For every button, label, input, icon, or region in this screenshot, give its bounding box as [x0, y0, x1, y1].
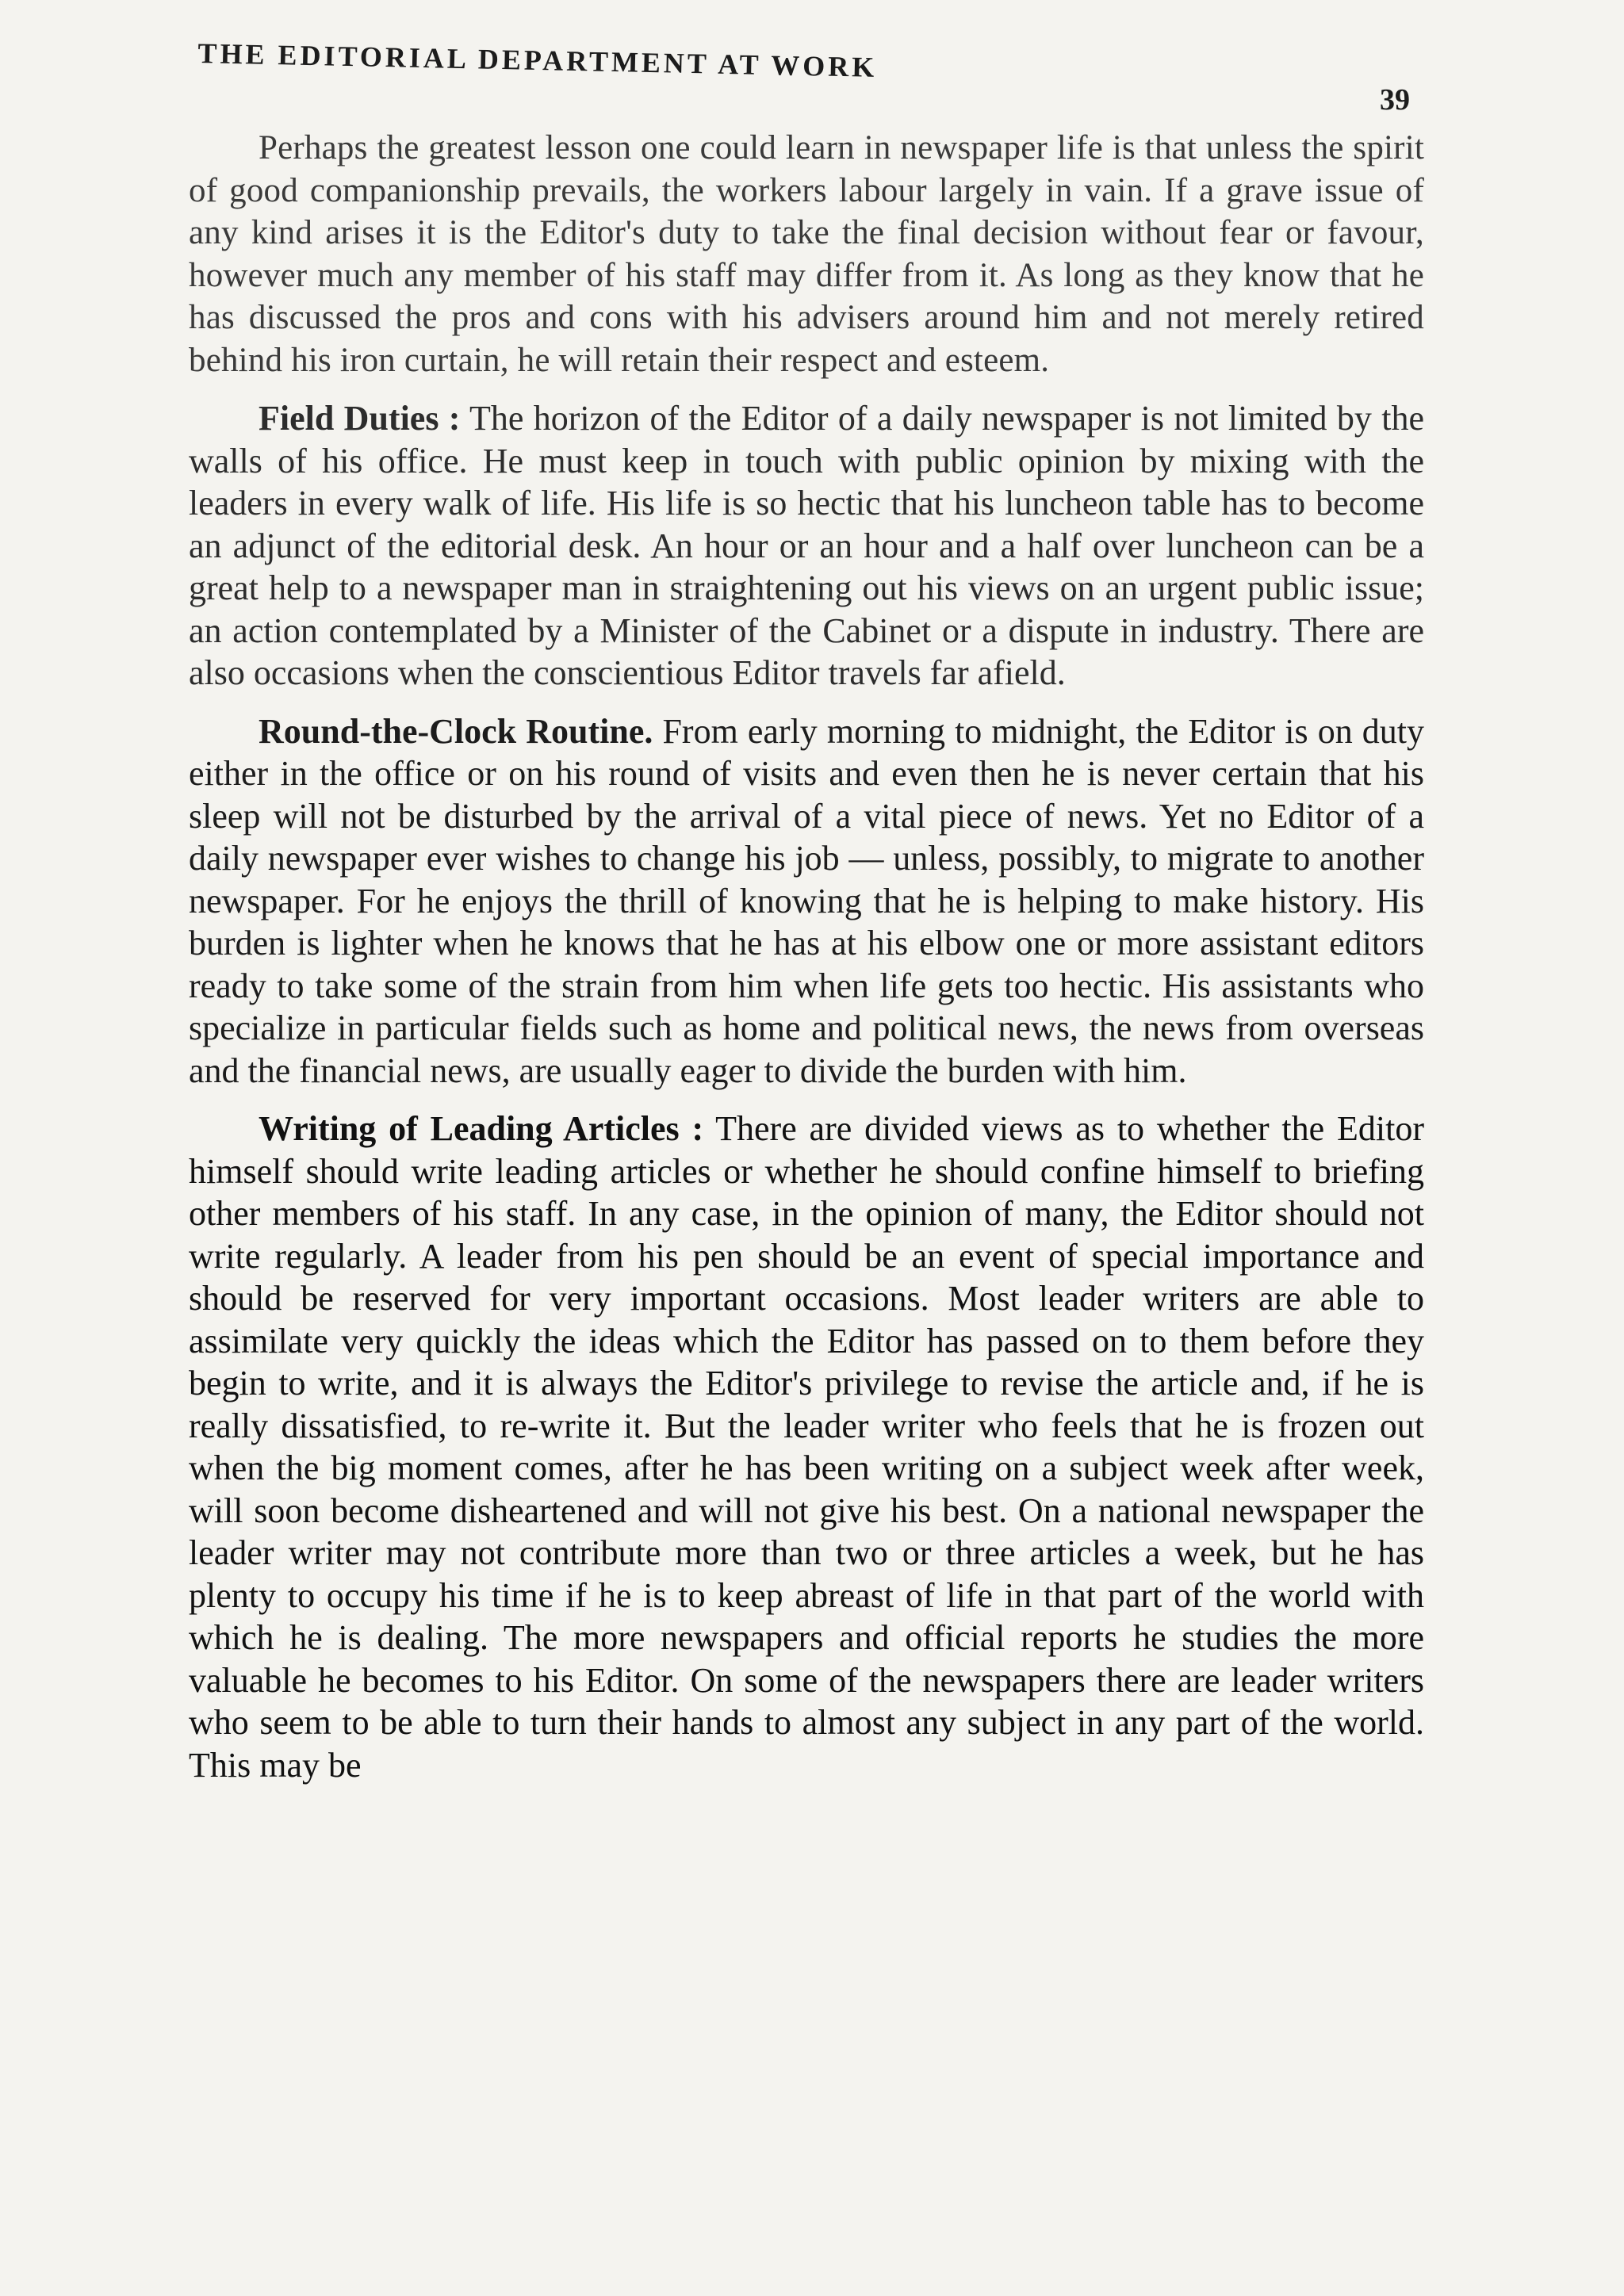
paragraph-heading: Writing of Leading Articles : [259, 1109, 704, 1148]
paragraph-leading-articles [189, 1108, 1424, 1786]
paragraph-field-duties [189, 397, 1424, 695]
paragraph-text: From early morning to midnight, the Editor is on duty either in the office or on his round of visits and even then he is never certain that his sleep will not be disturbed by the arrival of a vital piece of news. Yet no Editor of a daily newspaper ever wishes to change his job — unless, possibly, to migrate to another newspaper. For he enjoys the thrill of knowing that he is helping to make history. His burden is lighter when he knows that he has at his elbow one or more assistant editors ready to take some of the strain from him when life gets too hectic. His assistants who specialize in particular fields such as home and political news, the news from overseas and the financial news, are usually eager to divide the burden with him. [189, 711, 1424, 1090]
paragraph-text: The horizon of the Editor of a daily newspaper is not limited by the walls of his office. He must keep in touch with public opinion by mixing with the leaders in every walk of life. His life is so hectic that his luncheon table has to become an adjunct of the editorial desk. An hour or an hour and a half over luncheon can be a great help to a newspaper man in straightening out his views on an urgent public issue; an action contemplated by a Minister of the Cabinet or a dispute in industry. There are also occasions when the conscientious Editor travels far afield. [189, 399, 1424, 692]
paragraph-round-the-clock [189, 710, 1424, 1093]
running-head: THE EDITORIAL DEPARTMENT AT WORK [197, 36, 878, 83]
paragraph-heading: Round-the-Clock Routine. [259, 711, 653, 751]
paragraph-companionship [189, 127, 1424, 381]
paragraph-text: There are divided views as to whether the Editor himself should write leading articles or whether he should confine himself to briefing other members of his staff. In any case, in the opinion of many, the Editor should not write regularly. A leader from his pen should be an event of special importance and should be reserved for very important occasions. Most leader writers are able to assimilate very quickly the ideas which the Editor has passed on to them before they begin to write, and it is always the Editor's privilege to revise the article and, if he is really dissatisfied, to re-write it. But the leader writer who feels that he is frozen out when the big moment comes, after he has been writing on a subject week after week, will soon become disheartened and will not give his best. On a national newspaper the leader writer may not contribute more than two or three articles a week, but he has plenty to occupy his time if he is to keep abreast of life in that part of the world with which he is dealing. The more newspapers and official reports he studies the more valuable he becomes to his Editor. On some of the newspapers there are leader writers who seem to be able to turn their hands to almost any subject in any part of the world. This may be [189, 1109, 1424, 1785]
paragraph-text: Perhaps the greatest lesson one could learn in newspaper life is that unless the spirit of good companionship prevails, the workers labour largely in vain. If a grave issue of any kind arises it is the Editor's duty to take the final decision without fear or favour, however much any member of his staff may differ from it. As long as they know that he has discussed the pros and cons with his advisers around him and not merely retired behind his iron curtain, he will retain their respect and esteem. [189, 129, 1424, 379]
page-number: 39 [1380, 83, 1410, 117]
body-text [189, 127, 1424, 1802]
paragraph-heading: Field Duties : [259, 399, 461, 438]
